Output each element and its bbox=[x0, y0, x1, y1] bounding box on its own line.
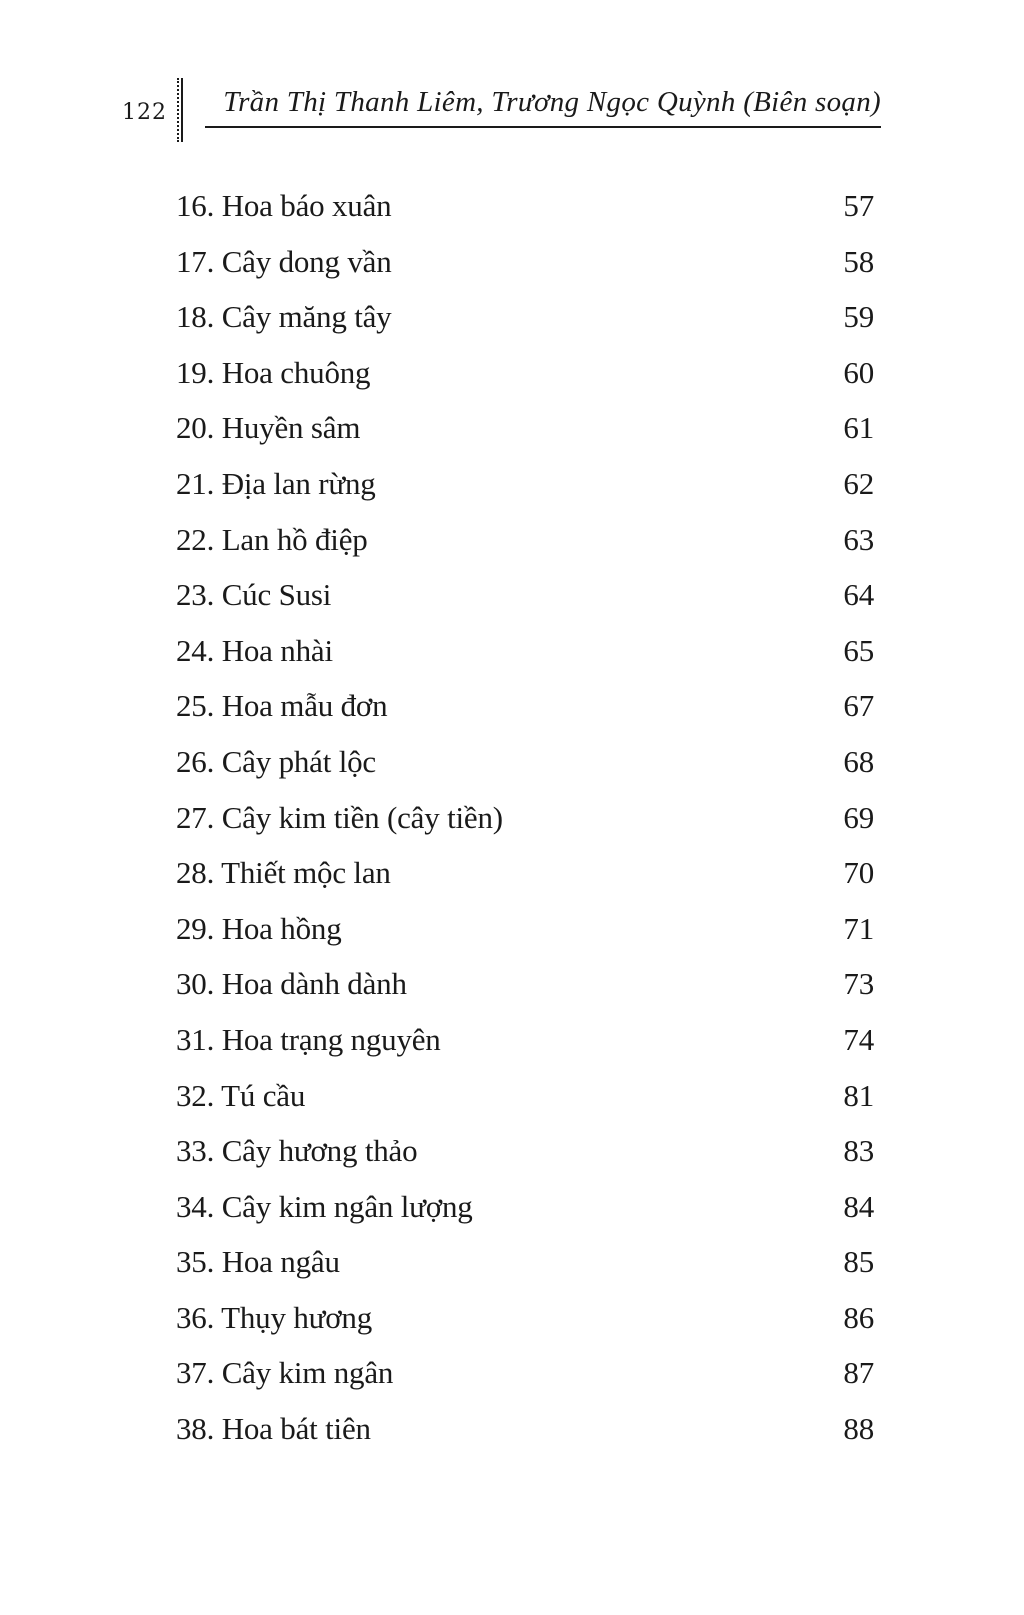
title-underline bbox=[205, 126, 881, 128]
toc-entry bbox=[176, 349, 874, 405]
toc-entry bbox=[176, 1072, 874, 1128]
toc-entry-page-number: 83 bbox=[843, 1133, 874, 1169]
toc-entry-page-number: 86 bbox=[843, 1299, 874, 1335]
toc-entry-page-number: 69 bbox=[843, 799, 874, 835]
toc-entry-title: 28. Thiết mộc lan bbox=[176, 855, 391, 891]
toc-entry-page-number: 73 bbox=[843, 966, 874, 1002]
toc-entry-title: 35. Hoa ngâu bbox=[176, 1244, 340, 1280]
toc-entry-title: 18. Cây măng tây bbox=[176, 299, 392, 335]
toc-entry bbox=[176, 516, 874, 572]
table-of-contents bbox=[176, 182, 874, 1461]
toc-entry-page-number: 64 bbox=[843, 577, 874, 613]
toc-entry-page-number: 88 bbox=[843, 1411, 874, 1447]
toc-entry-page-number: 63 bbox=[843, 521, 874, 557]
toc-entry-title: 32. Tú cầu bbox=[176, 1077, 306, 1113]
toc-entry-page-number: 68 bbox=[843, 743, 874, 779]
toc-entry-title: 24. Hoa nhài bbox=[176, 632, 333, 668]
toc-entry-title: 26. Cây phát lộc bbox=[176, 743, 376, 779]
toc-entry-title: 36. Thụy hương bbox=[176, 1299, 373, 1335]
running-title: Trần Thị Thanh Liêm, Trương Ngọc Quỳnh (Biên soạn) bbox=[223, 86, 881, 118]
toc-entry-title: 16. Hoa báo xuân bbox=[176, 188, 392, 223]
toc-entry bbox=[176, 293, 874, 349]
toc-entry-page-number: 59 bbox=[843, 299, 874, 335]
toc-entry-title: 19. Hoa chuông bbox=[176, 354, 371, 390]
toc-entry-title: 27. Cây kim tiền (cây tiền) bbox=[176, 799, 503, 835]
toc-entry-title: 33. Cây hương thảo bbox=[176, 1133, 418, 1169]
toc-entry bbox=[176, 849, 874, 905]
toc-entry bbox=[176, 1294, 874, 1350]
toc-entry-title: 25. Hoa mẫu đơn bbox=[176, 688, 388, 724]
toc-entry-page-number: 65 bbox=[843, 632, 874, 668]
toc-entry bbox=[176, 738, 874, 794]
page-header bbox=[0, 0, 1024, 150]
toc-entry bbox=[176, 571, 874, 627]
page-number: 122 bbox=[122, 100, 167, 125]
toc-entry-title: 22. Lan hồ điệp bbox=[176, 521, 368, 557]
toc-entry bbox=[176, 960, 874, 1016]
toc-entry bbox=[176, 905, 874, 961]
toc-entry bbox=[176, 682, 874, 738]
toc-entry bbox=[176, 460, 874, 516]
toc-entry-title: 37. Cây kim ngân bbox=[176, 1355, 394, 1391]
toc-entry-page-number: 62 bbox=[843, 465, 874, 501]
toc-entry bbox=[176, 404, 874, 460]
toc-entry-title: 34. Cây kim ngân lượng bbox=[176, 1188, 473, 1224]
toc-entry-page-number: 87 bbox=[843, 1355, 874, 1391]
toc-entry-page-number: 58 bbox=[843, 243, 874, 279]
toc-entry bbox=[176, 1405, 874, 1461]
toc-entry-page-number: 81 bbox=[843, 1077, 874, 1113]
toc-entry-page-number: 70 bbox=[843, 855, 874, 891]
toc-entry-title: 30. Hoa dành dành bbox=[176, 966, 407, 1002]
toc-entry-page-number: 60 bbox=[843, 354, 874, 390]
toc-entry-page-number: 85 bbox=[843, 1244, 874, 1280]
toc-entry-title: 23. Cúc Susi bbox=[176, 577, 332, 613]
toc-entry bbox=[176, 1349, 874, 1405]
toc-entry bbox=[176, 238, 874, 294]
header-divider bbox=[177, 78, 183, 142]
toc-entry bbox=[176, 627, 874, 683]
toc-entry-title: 20. Huyền sâm bbox=[176, 410, 361, 446]
toc-entry-title: 21. Địa lan rừng bbox=[176, 465, 376, 501]
toc-entry-page-number: 61 bbox=[843, 410, 874, 446]
toc-entry bbox=[176, 794, 874, 850]
toc-entry-page-number: 57 bbox=[843, 188, 874, 223]
toc-entry-page-number: 67 bbox=[843, 688, 874, 724]
toc-entry bbox=[176, 1183, 874, 1239]
toc-entry-title: 38. Hoa bát tiên bbox=[176, 1411, 371, 1447]
toc-entry-page-number: 84 bbox=[843, 1188, 874, 1224]
toc-entry-title: 29. Hoa hồng bbox=[176, 910, 342, 946]
toc-entry-title: 17. Cây dong vần bbox=[176, 243, 392, 279]
toc-entry-title: 31. Hoa trạng nguyên bbox=[176, 1021, 441, 1057]
toc-entry-page-number: 74 bbox=[843, 1021, 874, 1057]
toc-entry bbox=[176, 1238, 874, 1294]
toc-entry-page-number: 71 bbox=[843, 910, 874, 946]
toc-entry bbox=[176, 1127, 874, 1183]
toc-entry bbox=[176, 1016, 874, 1072]
toc-entry bbox=[176, 182, 874, 238]
